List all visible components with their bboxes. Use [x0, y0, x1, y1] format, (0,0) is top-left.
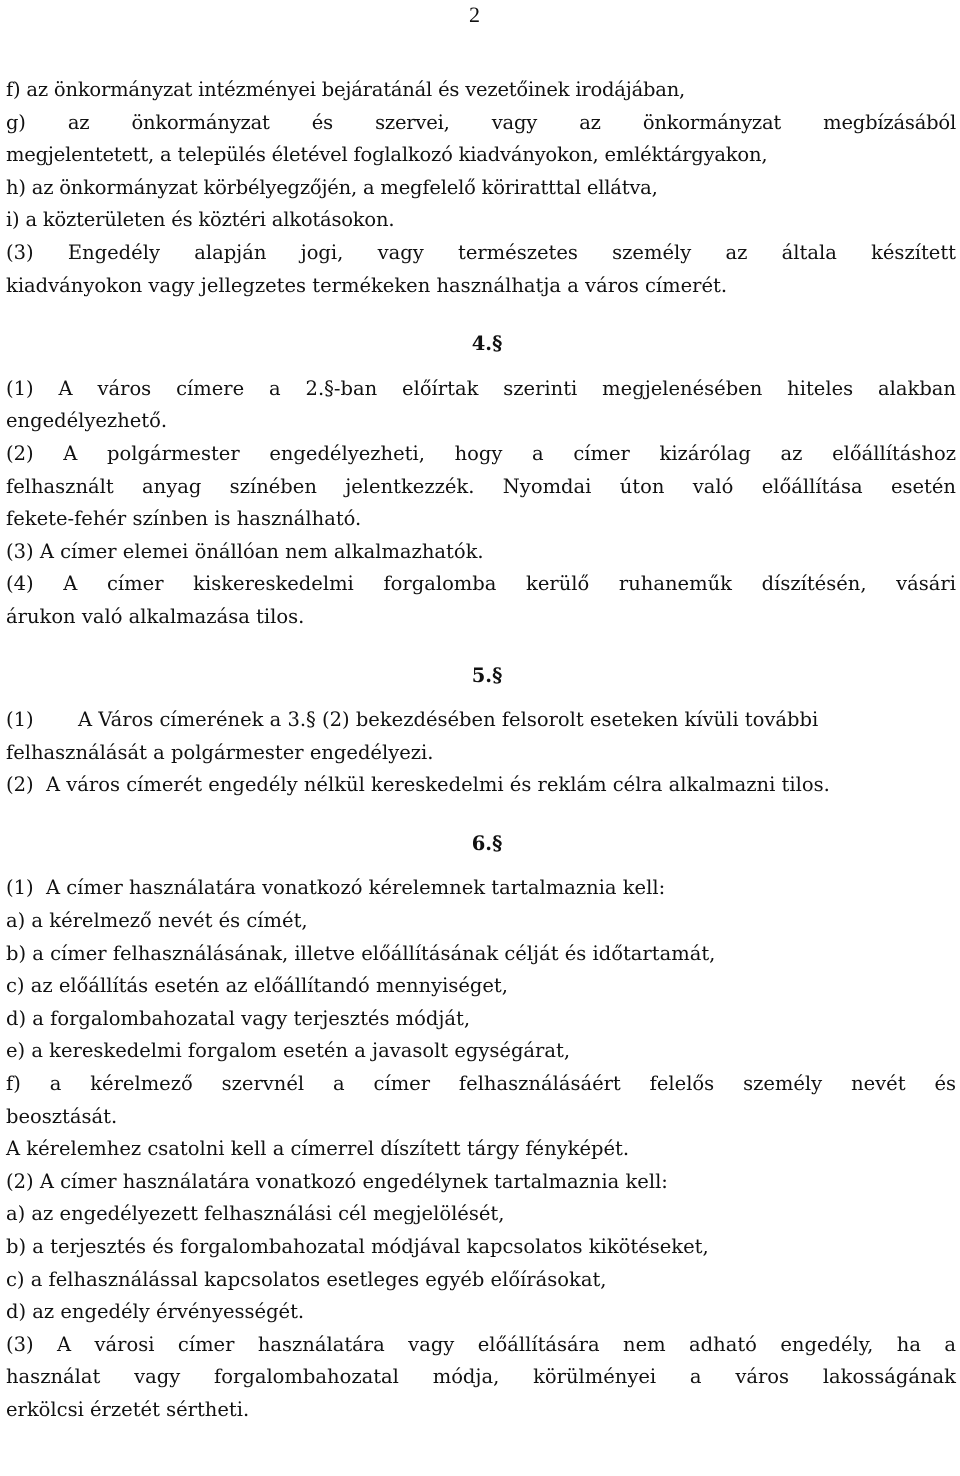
section5-p1-line2: felhasználását a polgármester engedélyezi.: [6, 740, 434, 764]
section4-p3: (3) A címer elemei önállóan nem alkalmazhatók.: [6, 539, 484, 563]
section5-heading: 5.§: [471, 663, 503, 687]
section5-p2: [6, 769, 956, 802]
section4-p4-line1: (4) A címer kiskereskedelmi forgalomba kerülő ruhaneműk díszítésén, vásári: [6, 572, 956, 596]
intro-list: [6, 74, 956, 237]
section6-p3-line2: használat vagy forgalombahozatal módja, körülményei a város lakosságának: [6, 1365, 956, 1389]
section4-p1-line2: engedélyezhető.: [6, 409, 168, 433]
intro-item-f: f) az önkormányzat intézményei bejáratánál és vezetőinek irodájában,: [6, 78, 686, 101]
section6-p1-item-b: b) a címer felhasználásának, illetve előállításának célját és időtartamát,: [6, 941, 716, 965]
section4-p4-line2: árukon való alkalmazása tilos.: [6, 604, 305, 628]
section6-heading: 6.§: [471, 831, 503, 855]
section6-attachment-note: A kérelemhez csatolni kell a címerrel díszített tárgy fényképét.: [6, 1137, 630, 1161]
page-number: 2: [469, 2, 480, 27]
document-body: [6, 74, 956, 1427]
section6-p3-line1: (3) A városi címer használatára vagy előállítására nem adható engedély, ha a: [6, 1332, 956, 1356]
intro-item-g: g) az önkormányzat és szervei, vagy az önkormányzat megbízásából: [6, 110, 956, 134]
intro-item-g-cont: megjelentetett, a település életével foglalkozó kiadványokon, emléktárgyakon,: [6, 143, 768, 167]
section4-p1-line1: (1) A város címere a 2.§-ban előírtak szerinti megjelenésében hiteles alakban: [6, 376, 956, 400]
section6-p1-text: A címer használatára vonatkozó kérelemnek tartalmaznia kell:: [46, 876, 666, 900]
section5-p1-line1: [6, 704, 956, 737]
section4-p2-line2: felhasznált anyag színében jelentkezzék. Nyomdai úton való előállítása esetén: [6, 474, 956, 498]
section4-p2-line3: fekete-fehér színben is használható.: [6, 507, 362, 531]
section6-p2-item-a: a) az engedélyezett felhasználási cél megjelölését,: [6, 1202, 505, 1226]
intro-item-h: h) az önkormányzat körbélyegzőjén, a megfelelő köriratttal ellátva,: [6, 175, 658, 199]
section6-p1-item-d: d) a forgalombahozatal vagy terjesztés módját,: [6, 1006, 471, 1030]
section3-paragraph3-line2: kiadványokon vagy jellegzetes termékeken használhatja a város címerét.: [6, 273, 728, 297]
section6-p1: [6, 872, 956, 905]
section6-p1-item-f-line1: f) a kérelmező szervnél a címer felhasználásáért felelős személy nevét és: [6, 1072, 956, 1096]
section5-p1-number: (1): [6, 708, 34, 732]
section6-p2-item-d: d) az engedély érvényességét.: [6, 1300, 305, 1324]
section6-p1-item-a: a) a kérelmező nevét és címét,: [6, 909, 308, 933]
section6-p2: (2) A címer használatára vonatkozó engedélynek tartalmaznia kell:: [6, 1169, 668, 1193]
section3-paragraph3-line1: (3) Engedély alapján jogi, vagy természetes személy az általa készített: [6, 240, 956, 264]
section6-p1-item-c: c) az előállítás esetén az előállítandó mennyiséget,: [6, 974, 508, 998]
section5-p2-text: A város címerét engedély nélkül kereskedelmi és reklám célra alkalmazni tilos.: [46, 773, 830, 797]
section5-p2-number: (2): [6, 773, 34, 797]
section6-p3-line3: erkölcsi érzetét sértheti.: [6, 1397, 250, 1421]
section6-p2-item-c: c) a felhasználással kapcsolatos esetleges egyéb előírásokat,: [6, 1267, 607, 1291]
section6-p1-item-f-line2: beosztását.: [6, 1104, 118, 1128]
section4-p2-line1: (2) A polgármester engedélyezheti, hogy a címer kizárólag az előállításhoz: [6, 441, 956, 465]
intro-item-i: i) a közterületen és köztéri alkotásokon.: [6, 208, 395, 232]
section6-p2-item-b: b) a terjesztés és forgalombahozatal módjával kapcsolatos kikötéseket,: [6, 1235, 709, 1258]
section4-heading: 4.§: [471, 332, 503, 356]
section6-p1-item-e: e) a kereskedelmi forgalom esetén a javasolt egységárat,: [6, 1039, 571, 1063]
section5-p1-text: A Város címerének a 3.§ (2) bekezdésében felsorolt eseteken kívüli további: [78, 708, 819, 732]
section6-p1-number: (1): [6, 876, 34, 900]
